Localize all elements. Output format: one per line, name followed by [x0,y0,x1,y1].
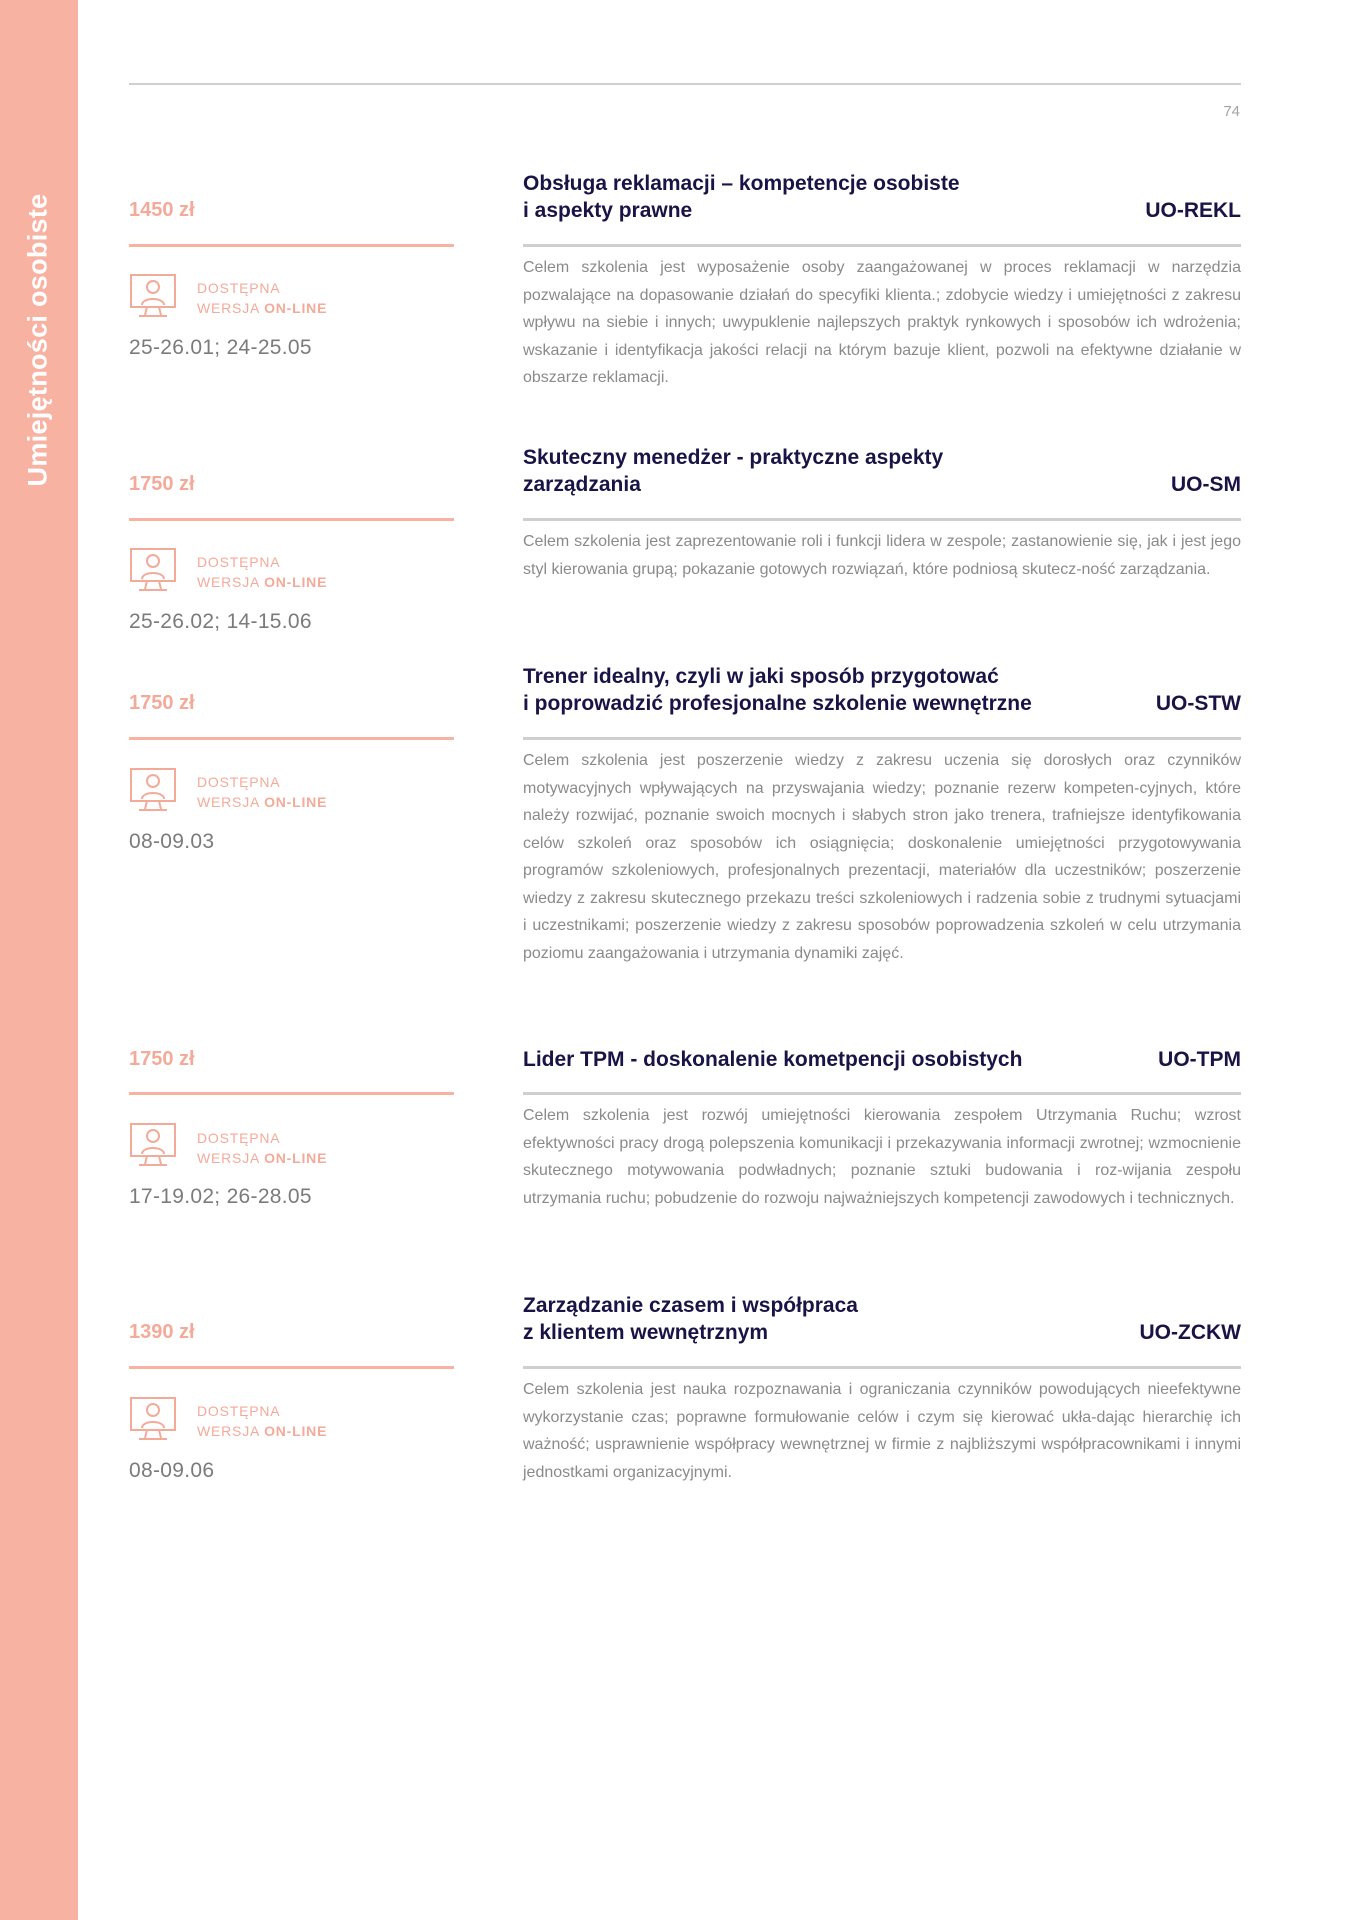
course-dates: 17-19.02; 26-28.05 [129,1185,312,1208]
course-dates: 25-26.01; 24-25.05 [129,336,312,359]
course-description: Celem szkolenia jest wyposażenie osoby zaangażowanej w proces reklamacji w narzędzia pozwalające na dopasowanie działań do specyfiki klienta.; zdobycie wiedzy i umiejętności z zakresu wpływu na siebie i innych; uwypuklenie najlepszych praktyk rynkowych i sposobów ich wdrożenia; wskazanie i identyfikacja jakości relacji na którym bazuje klient, pozwoli na efektywne działanie w obszarze reklamacji. [523,259,1241,386]
course-code: UO-STW [1155,692,1241,715]
course-price: 1450 zł [129,199,195,221]
course-title-line-1: Zarządzanie czasem i współpraca [523,1294,858,1317]
course-title-line-1: Obsługa reklamacji – kompetencje osobiste [523,172,960,195]
online-version-label: WERSJA ON-LINE [197,574,328,590]
course-price: 1750 zł [129,1048,195,1070]
online-monitor-icon [129,547,177,593]
course-code: UO-TPM [1158,1048,1241,1071]
price-divider [129,1092,454,1095]
course-price: 1750 zł [129,473,195,495]
online-monitor-icon [129,1396,177,1442]
online-version-label: WERSJA ON-LINE [197,300,328,316]
course-dates: 08-09.03 [129,830,215,853]
sidebar-band [0,0,78,1920]
price-divider [129,518,454,521]
course-title-line-2: z klientem wewnętrznym [523,1321,769,1344]
online-version-label: WERSJA ON-LINE [197,1150,328,1166]
course-title-line-1: Skuteczny menedżer - praktyczne aspekty [523,446,944,469]
course-description: Celem szkolenia jest zaprezentowanie roli i funkcji lidera w zespole; zastanowienie się, jak i jest jego styl kierowania grupą; pokazanie gotowych rozwiązań, które podniosą skutecz-ność zarządzania. [523,533,1241,578]
course-code: UO-SM [1171,473,1241,496]
course-description: Celem szkolenia jest poszerzenie wiedzy z zakresu uczenia się dorosłych oraz czynników motywacyjnych wpływających na przyswajania wiedzy; poznanie rezerw kompeten-cyjnych, które należy rozwijać, poznanie swoich mocnych i słabych stron jako trenera, trafniejsze identyfikowania celów szkoleń oraz sposobów ich osiągnięcia; doskonalenie umiejętności przygotowywania programów szkoleniowych, profesjonalnych prezentacji, materiałów dla uczestników; poszerzenie wiedzy z zakresu skutecznego przekazu treści szkoleniowych i radzenia sobie z trudnymi sytuacjami i uczestnikami; poszerzenie wiedzy z zakresu sposobów poprowadzenia szkoleń w celu utrzymania poziomu zaangażowania i utrzymania dynamiki zajęć. [523,752,1241,962]
course-title-line-2: i poprowadzić profesjonalne szkolenie wewnętrzne [523,692,1032,715]
online-availability-label: DOSTĘPNA [197,1403,281,1419]
course-price: 1750 zł [129,692,195,714]
course-code: UO-ZCKW [1139,1321,1241,1344]
course-dates: 08-09.06 [129,1459,215,1482]
title-divider [523,737,1241,740]
course-description: Celem szkolenia jest rozwój umiejętności kierowania zespołem Utrzymania Ruchu; wzrost efektywności pracy drogą polepszenia komunikacji i przekazywania informacji zwrotnej; wzmocnienie skutecznego motywowania podwładnych; poznanie sztuki budowania i roz-wijania zespołu utrzymania ruchu; pobudzenie do rozwoju najważniejszych kompetencji zawodowych i technicznych. [523,1107,1241,1207]
online-monitor-icon [129,767,177,813]
title-divider [523,244,1241,247]
title-divider [523,1366,1241,1369]
online-availability-label: DOSTĘPNA [197,774,281,790]
course-title-line-1: Lider TPM - doskonalenie kometpencji osobistych [523,1048,1023,1071]
title-divider [523,518,1241,521]
course-title-line-1: Trener idealny, czyli w jaki sposób przygotować [523,665,999,688]
price-divider [129,1366,454,1369]
price-divider [129,244,454,247]
title-divider [523,1092,1241,1095]
price-divider [129,737,454,740]
page-number: 74 [1223,103,1240,120]
course-title-line-2: zarządzania [523,473,641,496]
online-version-label: WERSJA ON-LINE [197,794,328,810]
online-monitor-icon [129,273,177,319]
course-code: UO-REKL [1145,199,1241,222]
online-version-label: WERSJA ON-LINE [197,1423,328,1439]
sidebar-section-label: Umiejętności osobiste [22,193,53,487]
online-availability-label: DOSTĘPNA [197,1130,281,1146]
course-dates: 25-26.02; 14-15.06 [129,610,312,633]
header-divider [129,83,1241,85]
online-availability-label: DOSTĘPNA [197,554,281,570]
course-price: 1390 zł [129,1321,195,1343]
course-title-line-2: i aspekty prawne [523,199,693,222]
online-monitor-icon [129,1122,177,1168]
online-availability-label: DOSTĘPNA [197,280,281,296]
course-description: Celem szkolenia jest nauka rozpoznawania i ograniczania czynników powodujących nieefektywne wykorzystanie czas; poprawne formułowanie celów i czym się kierować ukła-dając hierarchię ich ważność; usprawnienie współpracy wewnętrznej w firmie z najbliższymi współpracownikami i innymi jednostkami organizacyjnymi. [523,1381,1241,1481]
